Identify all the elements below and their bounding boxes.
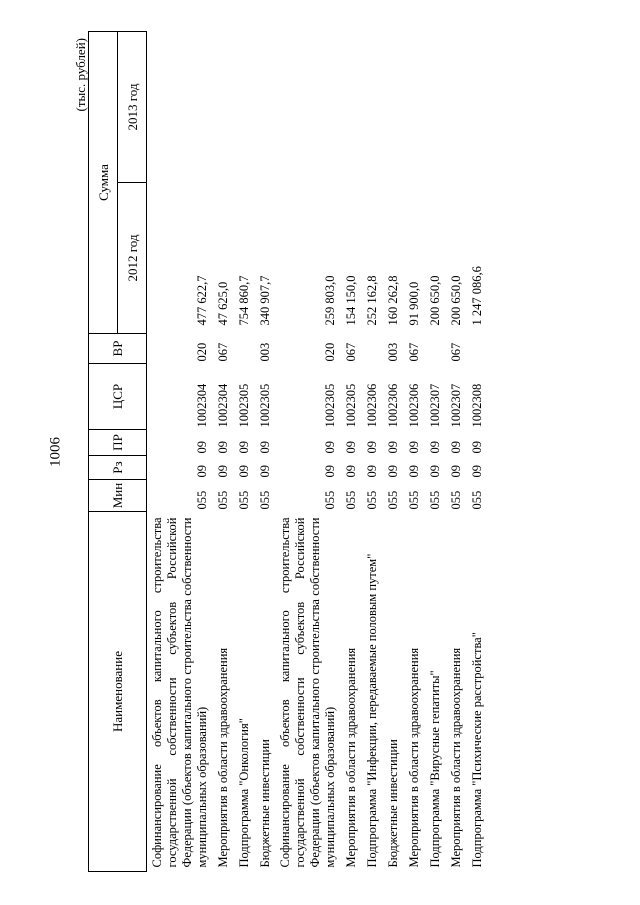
row-csr: 1002305 <box>344 383 358 428</box>
row-min: 055 <box>365 490 379 510</box>
row-name: Мероприятия в области здравоохранения <box>216 647 230 868</box>
row-amount-2013 <box>343 32 364 183</box>
row-vr <box>427 334 448 364</box>
table-row <box>278 32 343 872</box>
table-row <box>215 32 236 872</box>
row-vr: 003 <box>386 342 400 362</box>
row-vr: 067 <box>344 342 358 362</box>
row-vr: 020 <box>323 342 337 362</box>
table-row <box>385 32 406 872</box>
row-amount-2013 <box>385 32 406 183</box>
row-csr: 1002308 <box>470 383 484 428</box>
row-pr: 09 <box>386 441 400 454</box>
row-amount-2012: 1 247 086,6 <box>470 266 484 326</box>
table-row <box>448 32 469 872</box>
row-amount-2012: 47 625,0 <box>216 281 230 326</box>
row-amount-2013 <box>448 32 469 183</box>
row-amount-2012: 200 650,0 <box>428 275 442 326</box>
row-name: Мероприятия в области здравоохранения <box>344 647 358 868</box>
row-rz: 09 <box>428 465 442 478</box>
row-min: 055 <box>428 490 442 510</box>
row-amount-2012: 200 650,0 <box>449 275 463 326</box>
table-row <box>343 32 364 872</box>
row-vr <box>469 334 490 364</box>
row-pr: 09 <box>195 441 209 454</box>
row-rz: 09 <box>216 465 230 478</box>
header-name: Наименование <box>89 512 147 872</box>
row-rz: 09 <box>407 465 421 478</box>
row-min: 055 <box>216 490 230 510</box>
header-pr: ПР <box>89 430 147 456</box>
row-rz: 09 <box>365 465 379 478</box>
row-pr: 09 <box>365 441 379 454</box>
row-vr <box>364 334 385 364</box>
row-name: Бюджетные инвестиции <box>258 739 272 868</box>
row-vr: 067 <box>407 342 421 362</box>
row-amount-2012: 252 162,8 <box>365 275 379 326</box>
row-vr: 020 <box>195 342 209 362</box>
row-min: 055 <box>344 490 358 510</box>
row-csr: 1002306 <box>407 383 421 428</box>
table-row <box>236 32 257 872</box>
row-name: Подпрограмма "Психические расстройства" <box>470 632 484 868</box>
row-csr: 1002307 <box>449 383 463 428</box>
row-csr: 1002305 <box>237 383 251 428</box>
header-sum: Сумма <box>89 32 118 334</box>
row-name: Подпрограмма "Инфекции, передаваемые половым путем" <box>365 553 379 868</box>
units-label: (тыс. рублей) <box>73 38 88 112</box>
row-csr: 1002305 <box>323 383 337 428</box>
row-min: 055 <box>258 490 272 510</box>
row-amount-2013 <box>257 32 278 183</box>
row-rz: 09 <box>470 465 484 478</box>
row-name: Мероприятия в области здравоохранения <box>407 647 421 868</box>
table-row <box>427 32 448 872</box>
row-pr: 09 <box>323 441 337 454</box>
row-csr: 1002304 <box>216 383 230 428</box>
row-csr: 1002306 <box>386 383 400 428</box>
header-vr: ВР <box>89 334 147 364</box>
table-header <box>89 32 147 872</box>
row-pr: 09 <box>407 441 421 454</box>
row-name: Подпрограмма "Вирусные гепатиты" <box>428 670 442 868</box>
row-rz: 09 <box>237 465 251 478</box>
row-amount-2013 <box>215 32 236 183</box>
row-vr <box>236 334 257 364</box>
row-amount-2013 <box>147 32 216 183</box>
table-body <box>147 32 491 872</box>
row-pr: 09 <box>344 441 358 454</box>
row-min: 055 <box>323 490 337 510</box>
row-rz: 09 <box>195 465 209 478</box>
row-min: 055 <box>470 490 484 510</box>
row-rz: 09 <box>323 465 337 478</box>
page-number: 1006 <box>47 437 64 467</box>
row-min: 055 <box>449 490 463 510</box>
header-min: Мин <box>89 480 147 512</box>
row-min: 055 <box>195 490 209 510</box>
row-amount-2013 <box>406 32 427 183</box>
table-row <box>147 32 216 872</box>
row-vr: 067 <box>449 342 463 362</box>
row-rz: 09 <box>258 465 272 478</box>
row-rz: 09 <box>449 465 463 478</box>
row-pr: 09 <box>428 441 442 454</box>
row-name: Мероприятия в области здравоохранения <box>449 647 463 868</box>
row-amount-2012: 754 860,7 <box>237 275 251 326</box>
row-csr: 1002305 <box>258 383 272 428</box>
row-csr: 1002304 <box>195 383 209 428</box>
budget-table <box>88 31 490 872</box>
row-min: 055 <box>386 490 400 510</box>
row-amount-2013 <box>364 32 385 183</box>
row-amount-2012: 259 803,0 <box>323 275 337 326</box>
header-year-2013: 2013 год <box>118 32 147 183</box>
row-amount-2012: 477 622,7 <box>195 275 209 326</box>
row-amount-2013 <box>427 32 448 183</box>
row-name: Софинансирование объектов капитального строительства государственной собственности субъектов Российской Федерации (объектов капитального строительства собственности муниципальных образований) <box>150 517 209 868</box>
row-pr: 09 <box>216 441 230 454</box>
row-pr: 09 <box>258 441 272 454</box>
row-min: 055 <box>237 490 251 510</box>
row-min: 055 <box>407 490 421 510</box>
rotated-page-content <box>73 32 568 872</box>
row-rz: 09 <box>386 465 400 478</box>
row-amount-2012: 91 900,0 <box>407 281 421 326</box>
row-amount-2012: 340 907,7 <box>258 275 272 326</box>
row-name: Подпрограмма "Онкология" <box>237 718 251 868</box>
row-amount-2013 <box>469 32 490 183</box>
row-csr: 1002306 <box>365 383 379 428</box>
row-vr: 003 <box>258 342 272 362</box>
row-name: Софинансирование объектов капитального строительства государственной собственности субъектов Российской Федерации (объектов капитального строительства собственности муниципальных образований) <box>278 517 337 868</box>
header-rz: Рз <box>89 456 147 480</box>
row-amount-2012: 154 150,0 <box>344 275 358 326</box>
table-row <box>406 32 427 872</box>
row-pr: 09 <box>449 441 463 454</box>
header-year-2012: 2012 год <box>118 183 147 334</box>
row-name: Бюджетные инвестиции <box>386 739 400 868</box>
table-row <box>364 32 385 872</box>
row-amount-2012: 160 262,8 <box>386 275 400 326</box>
table-row <box>469 32 490 872</box>
table-row <box>257 32 278 872</box>
row-amount-2013 <box>278 32 343 183</box>
header-csr: ЦСР <box>89 364 147 430</box>
row-amount-2013 <box>236 32 257 183</box>
row-pr: 09 <box>237 441 251 454</box>
row-pr: 09 <box>470 441 484 454</box>
row-csr: 1002307 <box>428 383 442 428</box>
row-vr: 067 <box>216 342 230 362</box>
row-rz: 09 <box>344 465 358 478</box>
